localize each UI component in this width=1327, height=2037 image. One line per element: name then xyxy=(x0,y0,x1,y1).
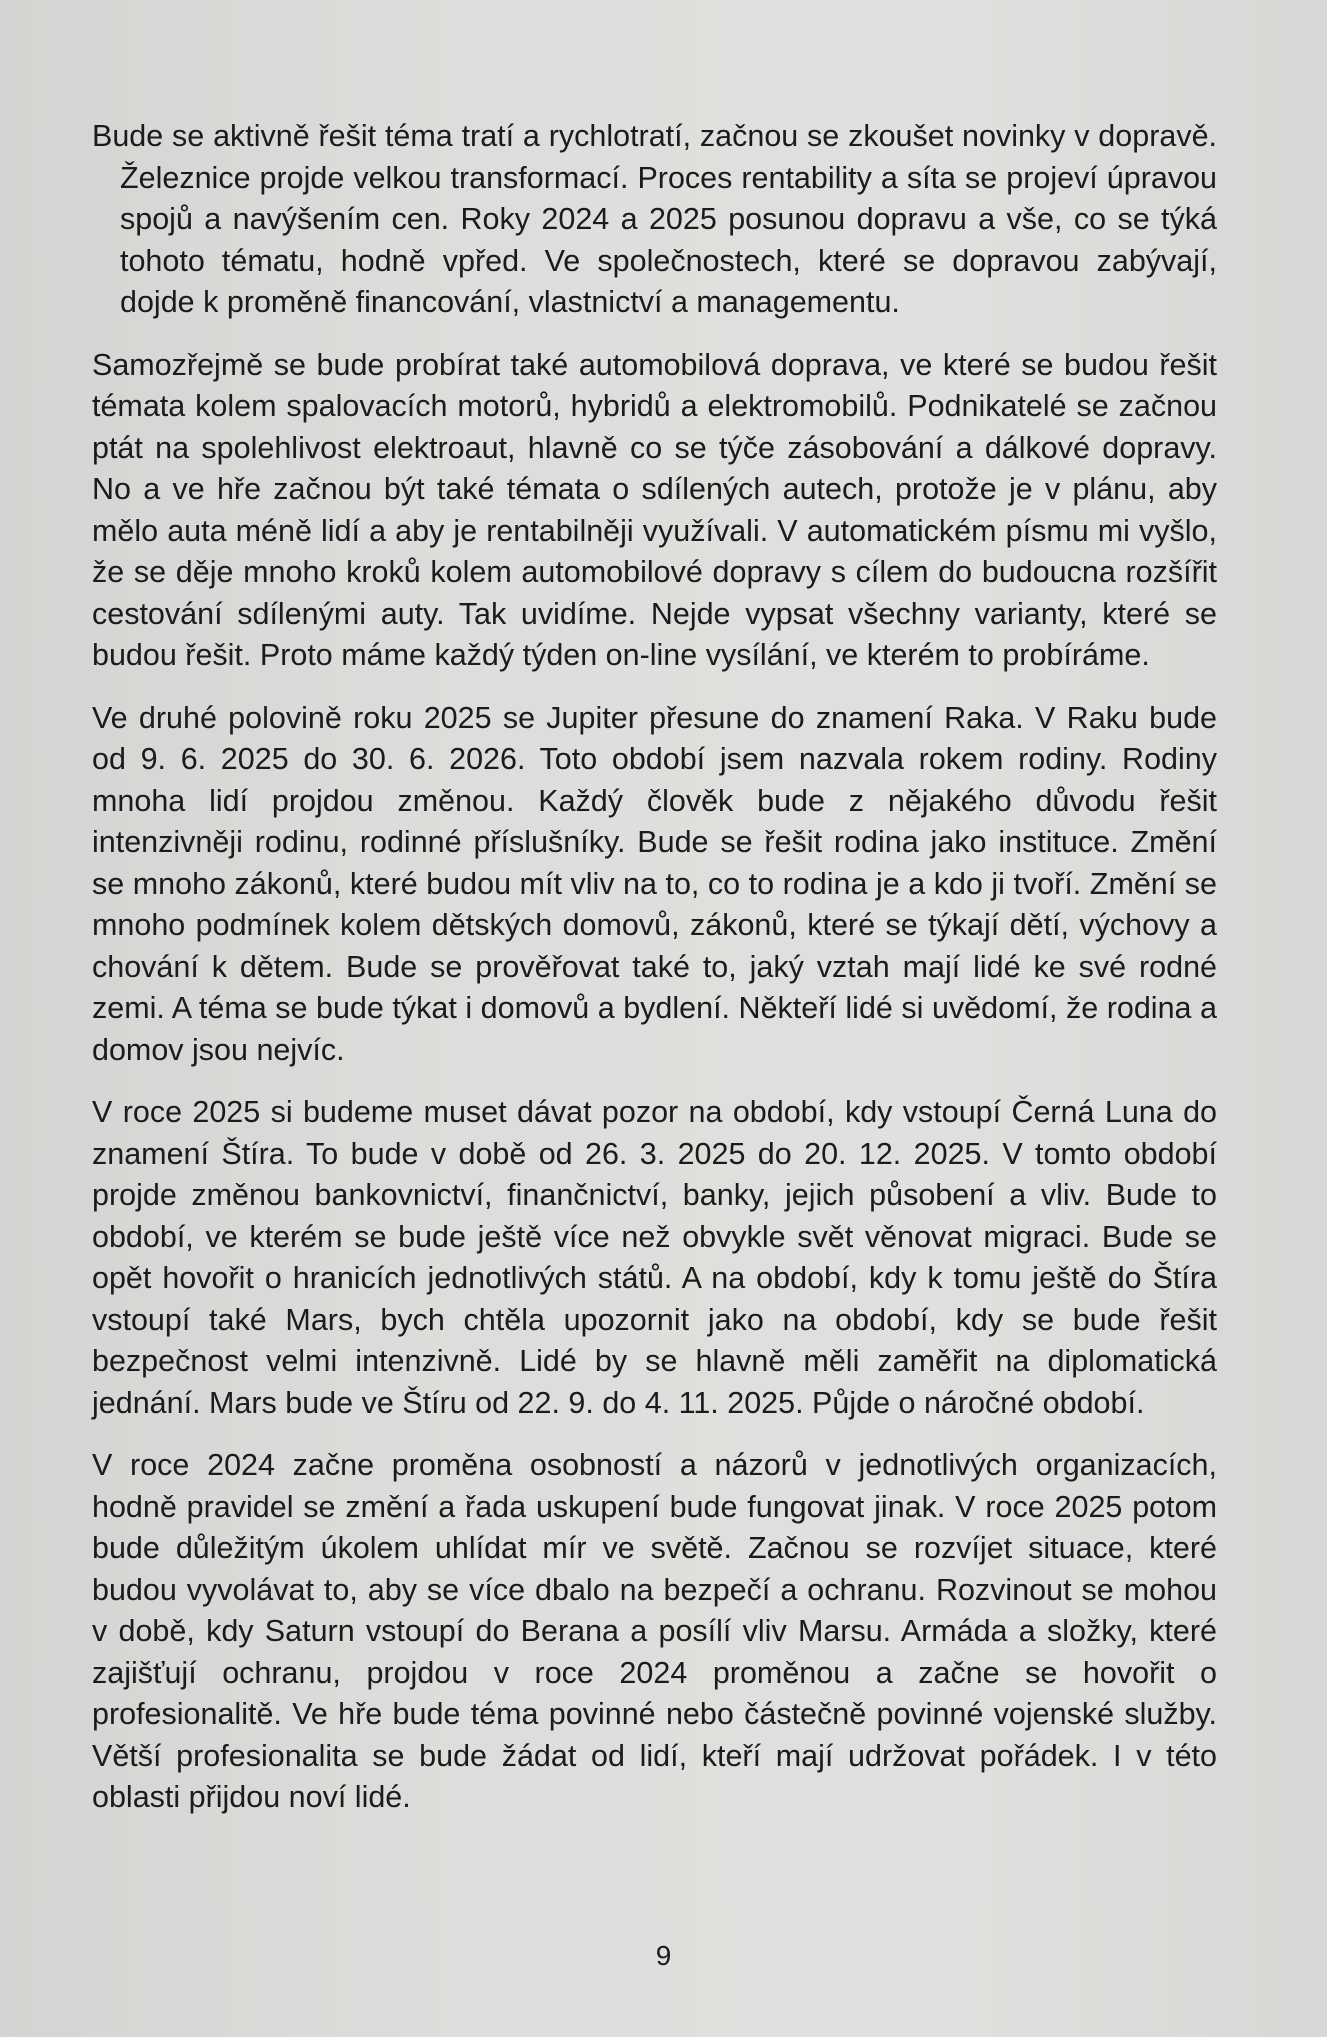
paragraph-black-moon-scorpio: V roce 2025 si budeme muset dávat pozor na období, kdy vstoupí Černá Luna do znamení Štíra. To bude v době od 26. 3. 2025 do 20. 12. 2025. V tomto období projde změnou bankovnictví, finančnictví, banky, jejich působení a vliv. Bude to období, ve kterém se bude ještě více než obvykle svět věnovat migraci. Bude se opět hovořit o hranicích jednotlivých států. A na období, kdy k tomu ještě do Štíra vstoupí také Mars, bych chtěla upozornit jako na období, kdy se bude řešit bezpečnost velmi intenzivně. Lidé by se hlavně měli zaměřit na diplomatická jednání. Mars bude ve Štíru od 22. 9. do 4. 11. 2025. Půjde o náročné období. xyxy=(92,1095,1217,1420)
paragraph-rail-transport: Bude se aktivně řešit téma tratí a rychlotratí, začnou se zkoušet novinky v dopravě. Železnice projde velkou transformací. Proces rentability a síta se projeví úpravou spojů a navýšením cen. Roky 2024 a 2025 posunou dopravu a vše, co se týká tohoto tématu, hodně vpřed. Ve společnostech, které se dopravou zabývají, dojde k proměně financování, vlastnictví a managementu. xyxy=(92,119,1217,319)
page-number: 9 xyxy=(655,1940,672,1971)
paragraph-organizations-peace: V roce 2024 začne proměna osobností a názorů v jednotlivých organizacích, hodně pravidel se změní a řada uskupení bude fungovat jinak. V roce 2025 potom bude důležitým úkolem uhlídat mír ve světě. Začnou se rozvíjet situace, které budou vyvolávat to, aby se více dbalo na bezpečí a ochranu. Rozvinout se mohou v době, kdy Saturn vstoupí do Berana a posílí vliv Marsu. Armáda a složky, které zajišťují ochranu, projdou v roce 2024 proměnou a začne se hovořit o profesionalitě. Ve hře bude téma povinné nebo částečně povinné vojenské služby. Větší profesionalita se bude žádat od lidí, kteří mají udržovat pořádek. I v této oblasti přijdou noví lidé. xyxy=(92,1448,1217,1814)
body-text xyxy=(92,116,1217,1840)
paragraph-jupiter-cancer: Ve druhé polovině roku 2025 se Jupiter přesune do znamení Raka. V Raku bude od 9. 6. 2025 do 30. 6. 2026. Toto období jsem nazvala rokem rodiny. Rodiny mnoha lidí projdou změnou. Každý člověk bude z nějakého důvodu řešit intenzivněji rodinu, rodinné příslušníky. Bude se řešit rodina jako instituce. Změní se mnoho zákonů, které budou mít vliv na to, co to rodina je a kdo ji tvoří. Změní se mnoho podmínek kolem dětských domovů, zákonů, které se týkají dětí, výchovy a chování k dětem. Bude se prověřovat také to, jaký vztah mají lidé ke své rodné zemi. A téma se bude týkat i domovů a bydlení. Někteří lidé si uvědomí, že rodina a domov jsou nejvíc. xyxy=(92,700,1217,1067)
paragraph-car-transport: Samozřejmě se bude probírat také automobilová doprava, ve které se budou řešit témata kolem spalovacích motorů, hybridů a elektromobilů. Podnikatelé se začnou ptát na spolehlivost elektroaut, hlavně co se týče zásobování a dálkové dopravy. No a ve hře začnou být také témata o sdílených autech, protože je v plánu, aby mělo auta méně lidí a aby je rentabilněji využívali. V automatickém písmu mi vyšlo, že se děje mnoho kroků kolem automobilové dopravy s cílem do budoucna rozšířit cestování sdílenými auty. Tak uvidíme. Nejde vypsat všechny varianty, které se budou řešit. Proto máme každý týden on-line vysílání, ve kterém to probíráme. xyxy=(92,347,1217,672)
